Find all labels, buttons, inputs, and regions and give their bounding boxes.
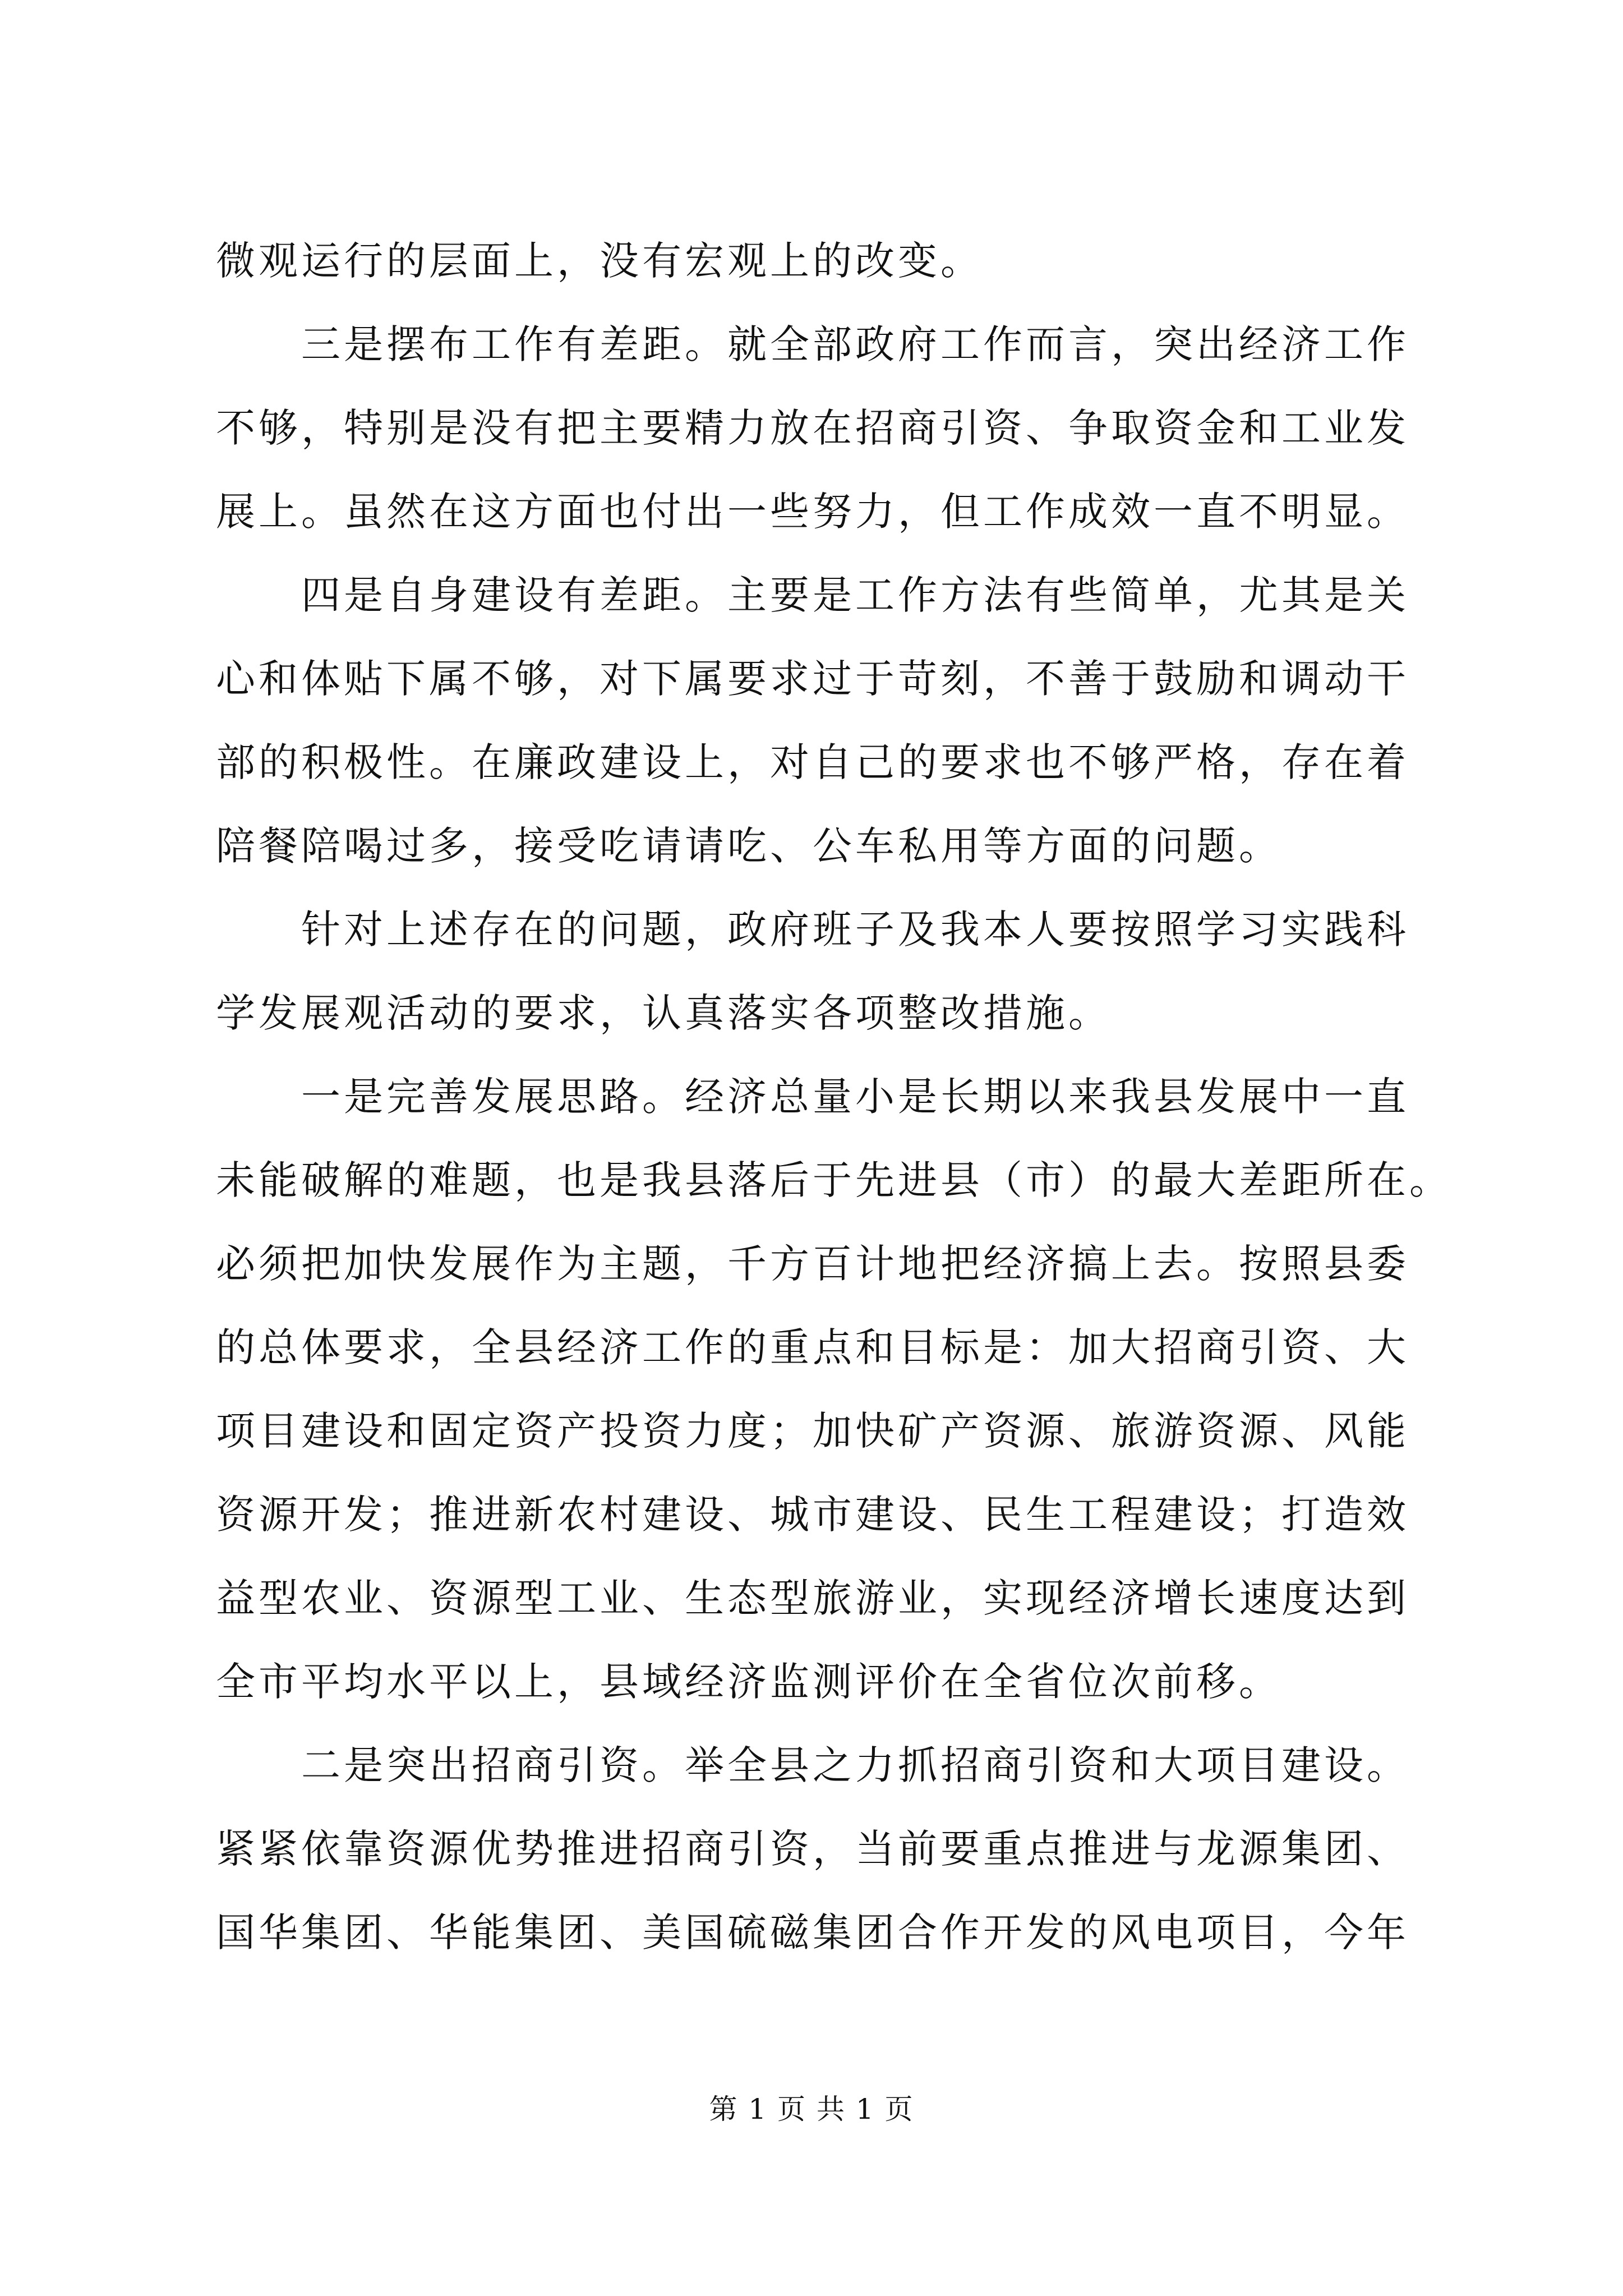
text-line-1: 微观运行的层面上，没有宏观上的改变。 xyxy=(216,238,983,284)
text-line-14: 的总体要求，全县经济工作的重点和目标是：加大招商引资、大 xyxy=(216,1324,1409,1370)
text-line-3: 不够，特别是没有把主要精力放在招商引资、争取资金和工业发 xyxy=(216,405,1409,451)
text-line-10: 学发展观活动的要求，认真落实各项整改措施。 xyxy=(216,990,1111,1036)
text-line-20: 紧紧依靠资源优势推进招商引资，当前要重点推进与龙源集团、 xyxy=(216,1826,1409,1872)
text-line-11: 一是完善发展思路。经济总量小是长期以来我县发展中一直 xyxy=(301,1074,1409,1120)
text-line-12: 未能破解的难题，也是我县落后于先进县（市）的最大差距所在。 xyxy=(216,1157,1452,1203)
text-line-18: 全市平均水平以上，县域经济监测评价在全省位次前移。 xyxy=(216,1659,1281,1705)
text-line-2: 三是摆布工作有差距。就全部政府工作而言，突出经济工作 xyxy=(301,321,1409,367)
text-line-5: 四是自身建设有差距。主要是工作方法有些简单，尤其是关 xyxy=(301,572,1409,618)
text-line-4: 展上。虽然在这方面也付出一些努力，但工作成效一直不明显。 xyxy=(216,489,1409,535)
text-line-19: 二是突出招商引资。举全县之力抓招商引资和大项目建设。 xyxy=(301,1742,1409,1788)
text-line-6: 心和体贴下属不够，对下属要求过于苛刻，不善于鼓励和调动干 xyxy=(216,656,1409,702)
text-line-8: 陪餐陪喝过多，接受吃请请吃、公车私用等方面的问题。 xyxy=(216,823,1281,869)
text-line-21: 国华集团、华能集团、美国硫磁集团合作开发的风电项目，今年 xyxy=(216,1910,1409,1955)
text-line-13: 必须把加快发展作为主题，千方百计地把经济搞上去。按照县委 xyxy=(216,1241,1409,1287)
text-line-16: 资源开发；推进新农村建设、城市建设、民生工程建设；打造效 xyxy=(216,1492,1409,1538)
text-line-7: 部的积极性。在廉政建设上，对自己的要求也不够严格，存在着 xyxy=(216,739,1409,785)
page-footer: 第 1 页 共 1 页 xyxy=(709,2093,914,2125)
text-line-15: 项目建设和固定资产投资力度；加快矿产资源、旅游资源、风能 xyxy=(216,1408,1409,1454)
text-line-17: 益型农业、资源型工业、生态型旅游业，实现经济增长速度达到 xyxy=(216,1575,1409,1621)
text-line-9: 针对上述存在的问题，政府班子及我本人要按照学习实践科 xyxy=(301,907,1409,953)
